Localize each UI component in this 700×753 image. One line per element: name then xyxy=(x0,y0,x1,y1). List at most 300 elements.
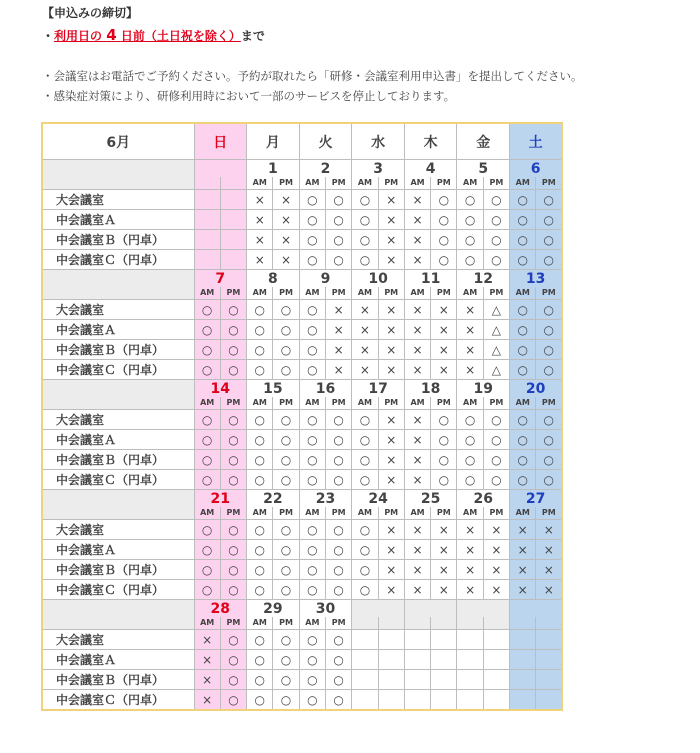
availability-slot: ○ xyxy=(325,670,351,690)
availability-slot: ○ xyxy=(299,190,325,210)
availability-slot: ○ xyxy=(273,300,299,320)
availability-slot: × xyxy=(431,320,457,340)
availability-slot: ○ xyxy=(352,520,378,540)
availability-slot xyxy=(536,690,562,711)
availability-slot xyxy=(220,190,246,210)
availability-slot: × xyxy=(483,520,509,540)
am-label: AM xyxy=(510,177,536,190)
week-3-date-row xyxy=(42,490,562,508)
availability-slot: ○ xyxy=(352,580,378,600)
availability-slot: ○ xyxy=(194,560,220,580)
availability-slot: ○ xyxy=(194,300,220,320)
am-label: AM xyxy=(457,287,483,300)
room-name: 中会議室Ａ xyxy=(42,320,194,340)
availability-slot: ○ xyxy=(510,340,536,360)
am-label xyxy=(194,177,220,190)
am-label: AM xyxy=(247,287,273,300)
week-spacer xyxy=(42,600,194,630)
date-cell xyxy=(457,600,510,618)
availability-slot: ○ xyxy=(299,340,325,360)
availability-slot: × xyxy=(404,430,430,450)
availability-slot: ○ xyxy=(510,430,536,450)
availability-slot: × xyxy=(273,230,299,250)
availability-slot: × xyxy=(325,320,351,340)
room-row xyxy=(42,430,562,450)
availability-slot: ○ xyxy=(273,470,299,490)
availability-slot: ○ xyxy=(299,210,325,230)
availability-slot: ○ xyxy=(352,410,378,430)
availability-slot xyxy=(378,690,404,711)
availability-slot: × xyxy=(378,470,404,490)
room-row xyxy=(42,230,562,250)
room-row xyxy=(42,540,562,560)
availability-slot: ○ xyxy=(431,410,457,430)
availability-slot: ○ xyxy=(352,210,378,230)
room-row xyxy=(42,650,562,670)
weekday-3: 水 xyxy=(352,123,405,160)
availability-slot: × xyxy=(194,670,220,690)
pm-label: PM xyxy=(273,177,299,190)
availability-slot xyxy=(510,690,536,711)
am-label: AM xyxy=(510,397,536,410)
availability-slot: × xyxy=(325,340,351,360)
availability-slot: ○ xyxy=(299,650,325,670)
availability-slot: × xyxy=(378,560,404,580)
pm-label: PM xyxy=(431,177,457,190)
room-row xyxy=(42,300,562,320)
availability-slot: ○ xyxy=(457,470,483,490)
availability-slot: × xyxy=(536,560,562,580)
availability-slot: ○ xyxy=(273,360,299,380)
availability-slot: × xyxy=(352,340,378,360)
availability-slot: × xyxy=(273,250,299,270)
am-label: AM xyxy=(352,177,378,190)
room-name: 中会議室Ｂ（円卓） xyxy=(42,560,194,580)
availability-slot: ○ xyxy=(247,470,273,490)
availability-slot: × xyxy=(404,540,430,560)
availability-slot: ○ xyxy=(220,360,246,380)
room-row xyxy=(42,320,562,340)
date-cell: 29 xyxy=(247,600,300,618)
availability-slot: ○ xyxy=(510,190,536,210)
am-label: AM xyxy=(299,287,325,300)
room-name: 大会議室 xyxy=(42,300,194,320)
date-cell xyxy=(404,600,457,618)
availability-slot: ○ xyxy=(431,430,457,450)
availability-slot: ○ xyxy=(536,320,562,340)
availability-slot: × xyxy=(457,580,483,600)
am-label: AM xyxy=(194,287,220,300)
pm-label: PM xyxy=(273,507,299,520)
availability-slot: × xyxy=(378,250,404,270)
availability-slot: ○ xyxy=(299,630,325,650)
availability-slot: ○ xyxy=(247,450,273,470)
am-label: AM xyxy=(457,177,483,190)
room-row xyxy=(42,340,562,360)
availability-slot: ○ xyxy=(194,580,220,600)
date-cell xyxy=(352,600,405,618)
am-label: AM xyxy=(247,507,273,520)
availability-slot: × xyxy=(457,540,483,560)
pm-label: PM xyxy=(536,507,562,520)
room-row xyxy=(42,470,562,490)
availability-slot: ○ xyxy=(247,320,273,340)
availability-slot: × xyxy=(510,540,536,560)
availability-slot: ○ xyxy=(510,470,536,490)
availability-slot xyxy=(431,650,457,670)
pm-label: PM xyxy=(325,177,351,190)
availability-slot: ○ xyxy=(510,300,536,320)
availability-slot: ○ xyxy=(273,340,299,360)
availability-slot: ○ xyxy=(220,470,246,490)
am-label: AM xyxy=(404,397,430,410)
date-cell: 8 xyxy=(247,270,300,288)
pm-label: PM xyxy=(483,507,509,520)
room-name: 大会議室 xyxy=(42,410,194,430)
room-row xyxy=(42,210,562,230)
pm-label: PM xyxy=(431,507,457,520)
availability-slot: ○ xyxy=(536,340,562,360)
availability-slot: ○ xyxy=(510,210,536,230)
availability-slot: ○ xyxy=(273,450,299,470)
availability-slot: × xyxy=(273,190,299,210)
availability-slot: × xyxy=(431,560,457,580)
pm-label: PM xyxy=(220,507,246,520)
availability-slot: × xyxy=(378,190,404,210)
pm-label: PM xyxy=(273,287,299,300)
availability-slot: × xyxy=(431,360,457,380)
availability-slot: ○ xyxy=(510,360,536,380)
am-label: AM xyxy=(194,507,220,520)
availability-slot: ○ xyxy=(194,320,220,340)
am-label: AM xyxy=(352,507,378,520)
availability-slot: ○ xyxy=(299,670,325,690)
am-label: AM xyxy=(457,397,483,410)
room-row xyxy=(42,630,562,650)
room-name: 中会議室Ｂ（円卓） xyxy=(42,670,194,690)
availability-slot: ○ xyxy=(299,470,325,490)
availability-slot: ○ xyxy=(273,650,299,670)
availability-slot: ○ xyxy=(194,410,220,430)
availability-slot xyxy=(378,630,404,650)
availability-slot: ○ xyxy=(299,580,325,600)
date-cell: 9 xyxy=(299,270,352,288)
availability-slot xyxy=(431,670,457,690)
availability-slot: × xyxy=(194,650,220,670)
availability-slot: ○ xyxy=(325,690,351,711)
weekday-1: 月 xyxy=(247,123,300,160)
date-cell: 14 xyxy=(194,380,247,398)
availability-slot: ○ xyxy=(299,520,325,540)
availability-slot: ○ xyxy=(536,410,562,430)
room-name: 中会議室Ｂ（円卓） xyxy=(42,340,194,360)
room-row xyxy=(42,560,562,580)
availability-slot: × xyxy=(352,360,378,380)
availability-slot: × xyxy=(378,520,404,540)
availability-slot: × xyxy=(194,630,220,650)
pm-label: PM xyxy=(325,617,351,630)
date-cell: 5 xyxy=(457,160,510,178)
availability-slot: × xyxy=(510,560,536,580)
availability-slot: ○ xyxy=(483,430,509,450)
availability-slot xyxy=(510,630,536,650)
availability-slot: ○ xyxy=(536,450,562,470)
availability-slot xyxy=(536,630,562,650)
availability-slot: ○ xyxy=(220,650,246,670)
availability-slot: ○ xyxy=(352,540,378,560)
availability-slot: ○ xyxy=(247,300,273,320)
availability-slot: ○ xyxy=(510,320,536,340)
availability-slot: × xyxy=(457,360,483,380)
am-label: AM xyxy=(299,177,325,190)
am-label: AM xyxy=(404,177,430,190)
availability-slot: × xyxy=(431,540,457,560)
availability-slot: ○ xyxy=(299,250,325,270)
availability-slot: × xyxy=(457,340,483,360)
date-cell: 21 xyxy=(194,490,247,508)
availability-slot: ○ xyxy=(510,250,536,270)
availability-slot: ○ xyxy=(325,520,351,540)
availability-slot xyxy=(431,630,457,650)
am-label: AM xyxy=(404,507,430,520)
availability-slot: ○ xyxy=(273,690,299,711)
availability-slot: ○ xyxy=(325,630,351,650)
availability-slot: × xyxy=(378,410,404,430)
availability-slot: × xyxy=(378,450,404,470)
availability-slot: ○ xyxy=(483,190,509,210)
availability-slot: × xyxy=(325,300,351,320)
pm-label: PM xyxy=(431,287,457,300)
am-label: AM xyxy=(194,397,220,410)
availability-slot: ○ xyxy=(457,230,483,250)
pm-label: PM xyxy=(431,397,457,410)
room-name: 大会議室 xyxy=(42,520,194,540)
availability-slot: × xyxy=(378,580,404,600)
availability-slot: ○ xyxy=(247,430,273,450)
availability-slot: × xyxy=(431,340,457,360)
availability-slot: × xyxy=(457,560,483,580)
date-cell: 3 xyxy=(352,160,405,178)
pm-label: PM xyxy=(536,177,562,190)
availability-slot xyxy=(194,190,220,210)
availability-slot: ○ xyxy=(536,470,562,490)
week-spacer xyxy=(42,380,194,410)
availability-slot: × xyxy=(247,250,273,270)
availability-slot xyxy=(457,630,483,650)
date-cell: 23 xyxy=(299,490,352,508)
pm-label: PM xyxy=(483,397,509,410)
availability-slot: ○ xyxy=(352,560,378,580)
availability-slot: ○ xyxy=(299,430,325,450)
pm-label xyxy=(431,617,457,630)
availability-slot: ○ xyxy=(273,430,299,450)
availability-slot: × xyxy=(536,520,562,540)
room-name: 大会議室 xyxy=(42,190,194,210)
weekday-6: 土 xyxy=(510,123,563,160)
date-cell: 15 xyxy=(247,380,300,398)
pm-label: PM xyxy=(378,507,404,520)
availability-slot: ○ xyxy=(352,190,378,210)
availability-slot xyxy=(483,630,509,650)
availability-slot xyxy=(352,690,378,711)
availability-slot: × xyxy=(378,300,404,320)
am-label xyxy=(404,617,430,630)
availability-slot: ○ xyxy=(220,690,246,711)
availability-slot: × xyxy=(194,690,220,711)
availability-slot: ○ xyxy=(273,520,299,540)
week-4-date-row xyxy=(42,600,562,618)
availability-slot: △ xyxy=(483,300,509,320)
room-name: 中会議室Ｂ（円卓） xyxy=(42,230,194,250)
availability-slot: × xyxy=(404,340,430,360)
deadline-bullet: ・ xyxy=(42,29,55,43)
pm-label: PM xyxy=(536,397,562,410)
pm-label: PM xyxy=(220,397,246,410)
availability-slot: ○ xyxy=(483,450,509,470)
pm-label: PM xyxy=(220,617,246,630)
room-row xyxy=(42,690,562,711)
availability-slot: ○ xyxy=(483,410,509,430)
deadline-emphasis-b: 日前（土日祝を除く） xyxy=(120,29,241,43)
room-name: 中会議室Ａ xyxy=(42,210,194,230)
deadline-suffix: まで xyxy=(240,29,265,43)
date-cell: 25 xyxy=(404,490,457,508)
availability-slot: ○ xyxy=(431,190,457,210)
date-cell: 4 xyxy=(404,160,457,178)
am-label xyxy=(352,617,378,630)
availability-slot: ○ xyxy=(220,520,246,540)
weekday-2: 火 xyxy=(299,123,352,160)
pm-label: PM xyxy=(325,287,351,300)
deadline-line xyxy=(42,27,265,44)
date-cell: 24 xyxy=(352,490,405,508)
reservation-note: ・会議室はお電話でご予約ください。予約が取れたら「研修・会議室利用申込書」を提出してください。 xyxy=(42,69,583,83)
availability-slot: ○ xyxy=(273,670,299,690)
availability-slot xyxy=(510,670,536,690)
availability-slot: × xyxy=(247,210,273,230)
availability-slot: ○ xyxy=(194,540,220,560)
availability-slot: × xyxy=(483,560,509,580)
availability-slot: ○ xyxy=(510,230,536,250)
availability-slot: ○ xyxy=(536,300,562,320)
availability-slot: △ xyxy=(483,340,509,360)
availability-slot xyxy=(194,210,220,230)
availability-slot: × xyxy=(536,540,562,560)
availability-slot xyxy=(220,230,246,250)
availability-slot: ○ xyxy=(220,450,246,470)
availability-slot: ○ xyxy=(299,300,325,320)
pm-label: PM xyxy=(536,287,562,300)
weekday-header-row xyxy=(42,123,562,160)
availability-slot: ○ xyxy=(299,560,325,580)
availability-slot xyxy=(352,630,378,650)
availability-slot: × xyxy=(247,190,273,210)
date-cell: 12 xyxy=(457,270,510,288)
room-name: 中会議室Ｂ（円卓） xyxy=(42,450,194,470)
am-label: AM xyxy=(510,287,536,300)
date-cell: 11 xyxy=(404,270,457,288)
availability-slot: ○ xyxy=(483,250,509,270)
date-cell: 7 xyxy=(194,270,247,288)
availability-slot: × xyxy=(378,430,404,450)
availability-slot xyxy=(536,670,562,690)
room-row xyxy=(42,410,562,430)
service-note: ・感染症対策により、研修利用時において一部のサービスを停止しております。 xyxy=(42,89,456,103)
availability-slot: ○ xyxy=(247,560,273,580)
availability-slot: ○ xyxy=(220,580,246,600)
week-0-date-row xyxy=(42,160,562,178)
am-label xyxy=(510,617,536,630)
availability-slot xyxy=(457,650,483,670)
availability-slot: × xyxy=(325,360,351,380)
date-cell xyxy=(194,160,247,178)
room-row xyxy=(42,360,562,380)
date-cell xyxy=(510,600,563,618)
availability-slot: ○ xyxy=(325,230,351,250)
am-label: AM xyxy=(352,397,378,410)
availability-slot: ○ xyxy=(273,560,299,580)
availability-slot: ○ xyxy=(247,360,273,380)
am-label: AM xyxy=(299,397,325,410)
date-cell: 28 xyxy=(194,600,247,618)
date-cell: 10 xyxy=(352,270,405,288)
availability-slot: ○ xyxy=(220,630,246,650)
date-cell: 27 xyxy=(510,490,563,508)
availability-slot xyxy=(352,650,378,670)
availability-slot: ○ xyxy=(220,560,246,580)
availability-slot: ○ xyxy=(352,230,378,250)
room-name: 中会議室Ａ xyxy=(42,650,194,670)
pm-label: PM xyxy=(378,287,404,300)
am-label: AM xyxy=(510,507,536,520)
availability-slot: ○ xyxy=(431,210,457,230)
availability-slot: ○ xyxy=(247,520,273,540)
availability-slot: × xyxy=(404,470,430,490)
availability-slot: ○ xyxy=(220,430,246,450)
room-name: 中会議室Ａ xyxy=(42,540,194,560)
availability-slot: × xyxy=(404,210,430,230)
am-label: AM xyxy=(352,287,378,300)
room-name: 中会議室Ａ xyxy=(42,430,194,450)
availability-slot: × xyxy=(404,360,430,380)
pm-label: PM xyxy=(273,397,299,410)
availability-slot: ○ xyxy=(220,410,246,430)
availability-slot: ○ xyxy=(325,430,351,450)
availability-slot: ○ xyxy=(273,410,299,430)
room-name: 中会議室Ｃ（円卓） xyxy=(42,250,194,270)
date-cell: 16 xyxy=(299,380,352,398)
availability-slot: ○ xyxy=(220,340,246,360)
availability-slot xyxy=(431,690,457,711)
availability-slot: × xyxy=(431,520,457,540)
availability-slot: ○ xyxy=(536,230,562,250)
room-row xyxy=(42,520,562,540)
availability-slot: ○ xyxy=(352,250,378,270)
availability-slot: ○ xyxy=(299,360,325,380)
availability-slot: ○ xyxy=(325,580,351,600)
availability-slot: ○ xyxy=(457,210,483,230)
am-label: AM xyxy=(247,177,273,190)
availability-slot: ○ xyxy=(431,470,457,490)
availability-slot: × xyxy=(378,210,404,230)
am-label: AM xyxy=(247,617,273,630)
availability-slot: × xyxy=(378,340,404,360)
availability-slot: ○ xyxy=(431,230,457,250)
availability-slot xyxy=(220,210,246,230)
date-cell: 19 xyxy=(457,380,510,398)
availability-slot: ○ xyxy=(325,540,351,560)
availability-slot: ○ xyxy=(352,430,378,450)
